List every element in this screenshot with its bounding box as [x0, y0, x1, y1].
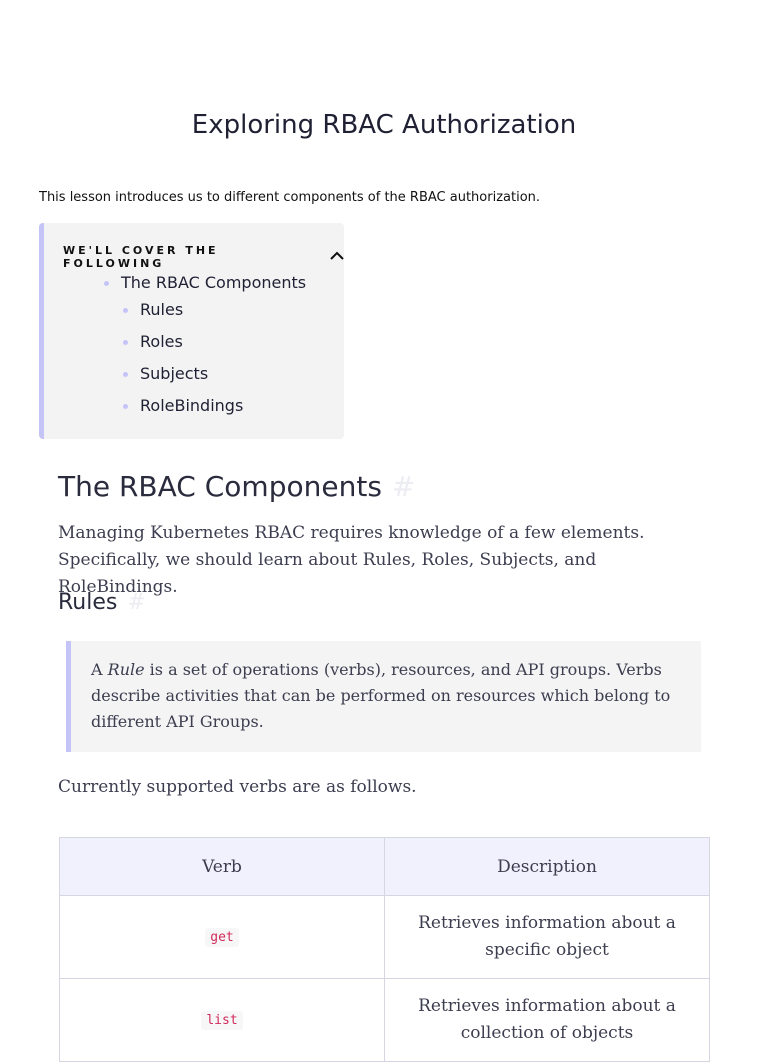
table-header-row: [60, 838, 710, 896]
section-anchor-link[interactable]: #: [391, 470, 416, 503]
rule-definition-quote: [66, 641, 701, 752]
quote-prefix: A: [91, 660, 108, 679]
column-header-verb: Verb: [60, 838, 385, 896]
rules-heading-text: Rules: [58, 590, 118, 615]
toc-item-rbac-components[interactable]: The RBAC Components: [121, 273, 307, 292]
column-header-description: Description: [385, 838, 710, 896]
verb-code: get: [205, 928, 238, 947]
toc-heading: WE'LL COVER THE FOLLOWING: [63, 244, 219, 270]
table-row: [60, 979, 710, 1062]
rules-heading: [58, 590, 146, 615]
section-body: Managing Kubernetes RBAC requires knowledge of a few elements. Specifically, we should learn about Rules, Roles, Subjects, and RoleBindings.: [58, 523, 645, 597]
toc-item-subjects[interactable]: Subjects: [140, 364, 243, 396]
page-title: Exploring RBAC Authorization: [191, 110, 577, 140]
verb-cell: [60, 896, 385, 979]
toc-item-roles[interactable]: Roles: [140, 332, 243, 364]
verb-cell: [60, 979, 385, 1062]
table-row: [60, 896, 710, 979]
description-cell: Retrieves information about a specific object: [385, 896, 710, 979]
verbs-table: [59, 837, 710, 1062]
verb-code: list: [201, 1011, 242, 1030]
rules-anchor-link[interactable]: #: [127, 590, 146, 615]
toc-item-rules[interactable]: Rules: [140, 300, 243, 332]
quote-text: is a set of operations (verbs), resources, and API groups. Verbs describe activities that can be performed on resources which belong to different API Groups.: [91, 660, 671, 731]
table-of-contents: [39, 223, 344, 439]
chevron-up-icon[interactable]: [330, 249, 344, 265]
toc-item-rolebindings[interactable]: RoleBindings: [140, 396, 243, 428]
section-heading-text: The RBAC Components: [58, 470, 382, 503]
lesson-intro: This lesson introduces us to different components of the RBAC authorization.: [39, 190, 541, 205]
toc-toggle[interactable]: [63, 244, 344, 270]
description-cell: Retrieves information about a collection of objects: [385, 979, 710, 1062]
section-heading: [58, 470, 415, 503]
verbs-intro: Currently supported verbs are as follows.: [58, 777, 417, 797]
quote-emphasis: Rule: [107, 660, 145, 679]
